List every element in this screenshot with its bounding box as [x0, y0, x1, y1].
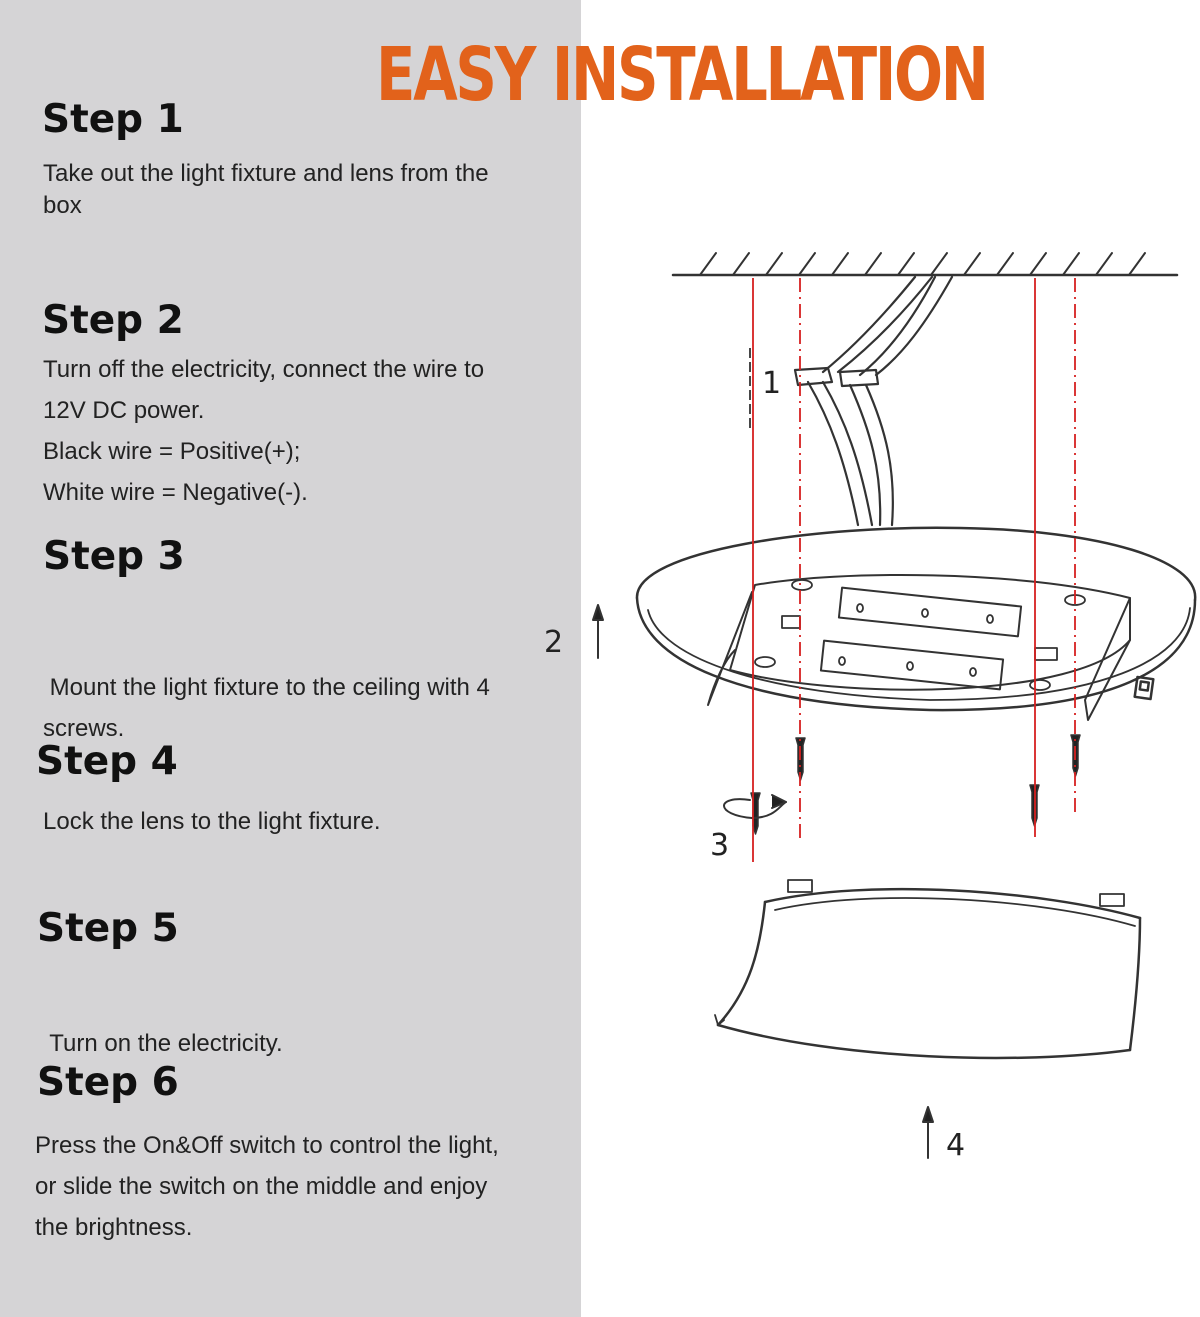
power-wires	[795, 277, 952, 525]
callout-4: 4	[946, 1128, 966, 1163]
light-fixture	[637, 528, 1195, 720]
callout-1: 1	[762, 366, 782, 401]
step-4-heading: Step 4	[36, 739, 178, 784]
callout-2: 2	[544, 625, 564, 660]
callout-3: 3	[710, 828, 730, 863]
step-6-text: Press the On&Off switch to control the light, or slide the switch on the middle and enjoy the brightness.	[35, 1132, 499, 1241]
step-1-heading: Step 1	[42, 97, 184, 142]
lens	[715, 880, 1140, 1058]
installation-diagram	[540, 230, 1200, 1180]
step-2-heading: Step 2	[42, 298, 184, 343]
step-2-text: Turn off the electricity, connect the wire to 12V DC power. Black wire = Positive(+); White wire = Negative(-).	[43, 356, 485, 506]
ceiling	[673, 253, 1177, 275]
step-5-text: Turn on the electricity.	[43, 1030, 283, 1057]
page-title: EASY INSTALLATION	[376, 32, 987, 118]
step-3-heading: Step 3	[43, 534, 185, 579]
step-4-text: Lock the lens to the light fixture.	[43, 808, 381, 835]
step-1-text: Take out the light fixture and lens from the box	[43, 160, 489, 219]
up-arrows	[593, 605, 933, 1158]
step-6-heading: Step 6	[37, 1060, 179, 1105]
step-5-heading: Step 5	[37, 906, 179, 951]
step-3-text: Mount the light fixture to the ceiling with 4 screws.	[43, 674, 490, 742]
